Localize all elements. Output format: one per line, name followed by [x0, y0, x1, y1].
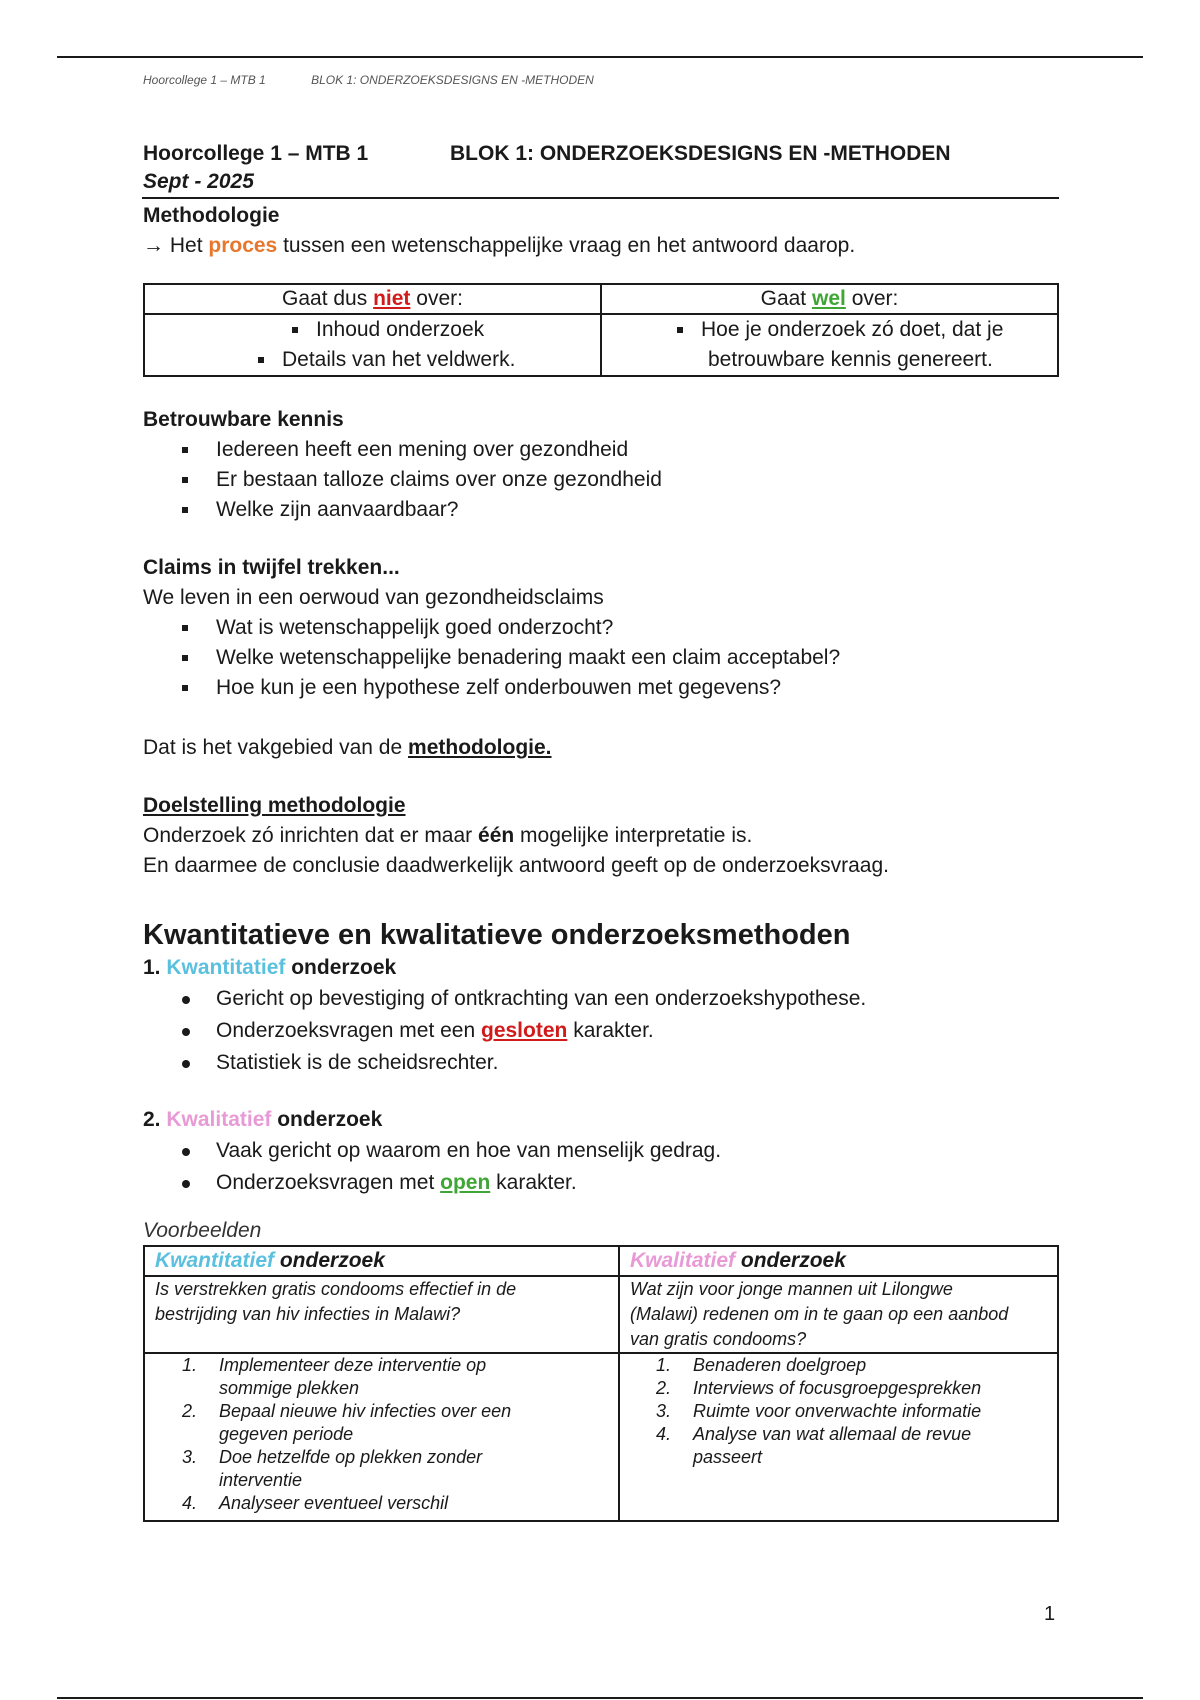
table-header-wel	[601, 284, 1058, 314]
list-item: Vaak gericht op waarom en hoe van menselijk gedrag.	[216, 1135, 1058, 1167]
list-text: karakter.	[496, 1171, 577, 1194]
list-item: Inhoud onderzoek	[316, 315, 600, 345]
kwantitatief-label: Kwantitatief	[155, 1249, 275, 1272]
header-text: over:	[416, 287, 463, 310]
definition-text: Het	[169, 234, 203, 257]
doc-date: Sept - 2025	[143, 170, 254, 193]
title-divider	[142, 197, 1059, 199]
kwantitatief-list	[143, 983, 1058, 1079]
arrow-icon: →	[143, 234, 164, 257]
voorbeelden-label: Voorbeelden	[143, 1219, 262, 1242]
bottom-rule	[57, 1697, 1143, 1699]
niet-list	[145, 315, 600, 375]
step-number: 3.	[656, 1401, 672, 1421]
betrouwbaar-list	[143, 435, 1058, 525]
subheading-kwalitatief	[143, 1105, 1058, 1135]
table-header-kwalitatief	[619, 1246, 1058, 1276]
title-row	[143, 140, 1058, 168]
section-heading-methoden: Kwantitatieve en kwalitatieve onderzoeksmethoden	[143, 919, 851, 951]
highlight-proces: proces	[208, 234, 278, 257]
voorbeelden-table	[143, 1245, 1059, 1522]
step-text: passeert	[693, 1447, 763, 1467]
table-header-kwantitatief	[144, 1246, 619, 1276]
step-number: 2.	[656, 1378, 672, 1398]
methodologie-definition	[143, 231, 1058, 261]
step-item	[620, 1400, 1057, 1423]
table-header-niet	[144, 284, 601, 314]
step-text: Analyseer eventueel verschil	[219, 1493, 449, 1513]
list-item: Hoe je onderzoek zó doet, dat je	[701, 315, 1057, 345]
subheading-text: onderzoek	[277, 1108, 383, 1131]
step-number: 2.	[182, 1401, 198, 1421]
list-item: Welke wetenschappelijke benadering maakt een claim acceptabel?	[216, 643, 1058, 673]
list-text: karakter.	[573, 1019, 654, 1042]
list-item: Gericht op bevestiging of ontkrachting van een onderzoekshypothese.	[216, 983, 1058, 1015]
list-text: Onderzoeksvragen met een	[216, 1019, 476, 1042]
list-item	[216, 1015, 1058, 1047]
header-text: over:	[851, 287, 899, 310]
list-item: Er bestaan talloze claims over onze gezondheid	[216, 465, 1058, 495]
highlight-een: één	[478, 824, 515, 847]
section-heading-methodologie: Methodologie	[143, 204, 280, 227]
steps-list-kwantitatief	[145, 1354, 618, 1515]
subheading-number: 2.	[143, 1108, 161, 1131]
question-line: (Malawi) redenen om in te gaan op een aanbod	[630, 1304, 1009, 1324]
step-text: interventie	[219, 1470, 303, 1490]
kwalitatief-label: Kwalitatief	[166, 1108, 272, 1131]
step-item	[620, 1423, 1057, 1469]
step-item	[145, 1446, 618, 1492]
doelstelling-line-1	[143, 821, 1058, 851]
step-item	[145, 1400, 618, 1446]
step-text: Benaderen doelgroep	[693, 1355, 867, 1375]
question-line: van gratis condooms?	[630, 1329, 807, 1349]
header-text: onderzoek	[279, 1249, 385, 1272]
step-text: Analyse van wat allemaal de revue	[693, 1424, 972, 1444]
step-text: Ruimte voor onverwachte informatie	[693, 1401, 982, 1421]
step-number: 4.	[182, 1493, 198, 1513]
subheading-number: 1.	[143, 956, 161, 979]
question-line: Wat zijn voor jonge mannen uit Lilongwe	[630, 1279, 953, 1299]
step-item	[145, 1492, 618, 1515]
steps-list-kwalitatief	[620, 1354, 1057, 1469]
question-kwantitatief	[144, 1276, 619, 1353]
wel-list	[602, 315, 1057, 375]
running-header-right: BLOK 1: ONDERZOEKSDESIGNS EN -METHODEN	[311, 73, 594, 87]
highlight-wel: wel	[811, 287, 846, 310]
top-rule	[57, 56, 1143, 58]
section-heading-claims: Claims in twijfel trekken...	[143, 556, 400, 579]
kwalitatief-list	[143, 1135, 1058, 1199]
list-item: Welke zijn aanvaardbaar?	[216, 495, 1058, 525]
question-kwalitatief	[619, 1276, 1058, 1353]
step-number: 1.	[656, 1355, 672, 1375]
highlight-open: open	[440, 1171, 491, 1194]
claims-list	[143, 613, 1058, 703]
niet-wel-table	[143, 283, 1059, 377]
header-text: Gaat dus	[282, 287, 368, 310]
steps-kwantitatief	[144, 1353, 619, 1521]
subheading-kwantitatief	[143, 953, 1058, 983]
subheading-text: onderzoek	[291, 956, 397, 979]
vakgebied-line	[143, 733, 1058, 763]
claims-intro: We leven in een oerwoud van gezondheidsclaims	[143, 586, 604, 609]
step-number: 1.	[182, 1355, 198, 1375]
step-text: Doe hetzelfde op plekken zonder	[219, 1447, 483, 1467]
kwantitatief-label: Kwantitatief	[166, 956, 286, 979]
list-text: Onderzoeksvragen met	[216, 1171, 435, 1194]
step-text: Bepaal nieuwe hiv infecties over een	[219, 1401, 512, 1421]
list-item: Statistiek is de scheidsrechter.	[216, 1047, 1058, 1079]
steps-kwalitatief	[619, 1353, 1058, 1521]
kwalitatief-label: Kwalitatief	[630, 1249, 736, 1272]
highlight-gesloten: gesloten	[481, 1019, 568, 1042]
definition-text: tussen een wetenschappelijke vraag en het antwoord daarop.	[283, 234, 856, 257]
list-item: Wat is wetenschappelijk goed onderzocht?	[216, 613, 1058, 643]
list-item: Hoe kun je een hypothese zelf onderbouwen met gegevens?	[216, 673, 1058, 703]
list-item: Details van het veldwerk.	[282, 345, 600, 375]
step-number: 4.	[656, 1424, 672, 1444]
doelstelling-text: Onderzoek zó inrichten dat er maar	[143, 824, 473, 847]
table-cell-wel-items	[601, 314, 1058, 376]
running-header	[143, 73, 594, 87]
section-heading-betrouwbaar: Betrouwbare kennis	[143, 408, 344, 431]
doelstelling-line-2: En daarmee de conclusie daadwerkelijk antwoord geeft op de onderzoeksvraag.	[143, 854, 889, 877]
list-item: Iedereen heeft een mening over gezondheid	[216, 435, 1058, 465]
step-item	[620, 1354, 1057, 1377]
doc-title: Hoorcollege 1 – MTB 1	[143, 142, 369, 165]
step-text: gegeven periode	[219, 1424, 354, 1444]
section-heading-doelstelling: Doelstelling methodologie	[143, 794, 406, 817]
list-item	[216, 1167, 1058, 1199]
step-text: Implementeer deze interventie op	[219, 1355, 487, 1375]
question-line: bestrijding van hiv infecties in Malawi?	[155, 1304, 461, 1324]
step-text: Interviews of focusgroepgesprekken	[693, 1378, 982, 1398]
doelstelling-text: mogelijke interpretatie is.	[520, 824, 753, 847]
highlight-niet: niet	[373, 287, 411, 310]
document-body	[143, 140, 1058, 1522]
table-cell-niet-items	[144, 314, 601, 376]
vakgebied-text: Dat is het vakgebied van de	[143, 736, 403, 759]
step-item	[145, 1354, 618, 1400]
step-item	[620, 1377, 1057, 1400]
step-text: sommige plekken	[219, 1378, 360, 1398]
list-item-continuation: betrouwbare kennis genereert.	[708, 348, 993, 371]
header-text: onderzoek	[740, 1249, 846, 1272]
header-text: Gaat	[760, 287, 807, 310]
page-number: 1	[1044, 1603, 1056, 1625]
step-number: 3.	[182, 1447, 198, 1467]
highlight-methodologie: methodologie.	[408, 736, 552, 759]
running-header-left: Hoorcollege 1 – MTB 1	[143, 73, 266, 87]
doc-block-title: BLOK 1: ONDERZOEKSDESIGNS EN -METHODEN	[450, 142, 951, 165]
question-line: Is verstrekken gratis condooms effectief in de	[155, 1279, 517, 1299]
